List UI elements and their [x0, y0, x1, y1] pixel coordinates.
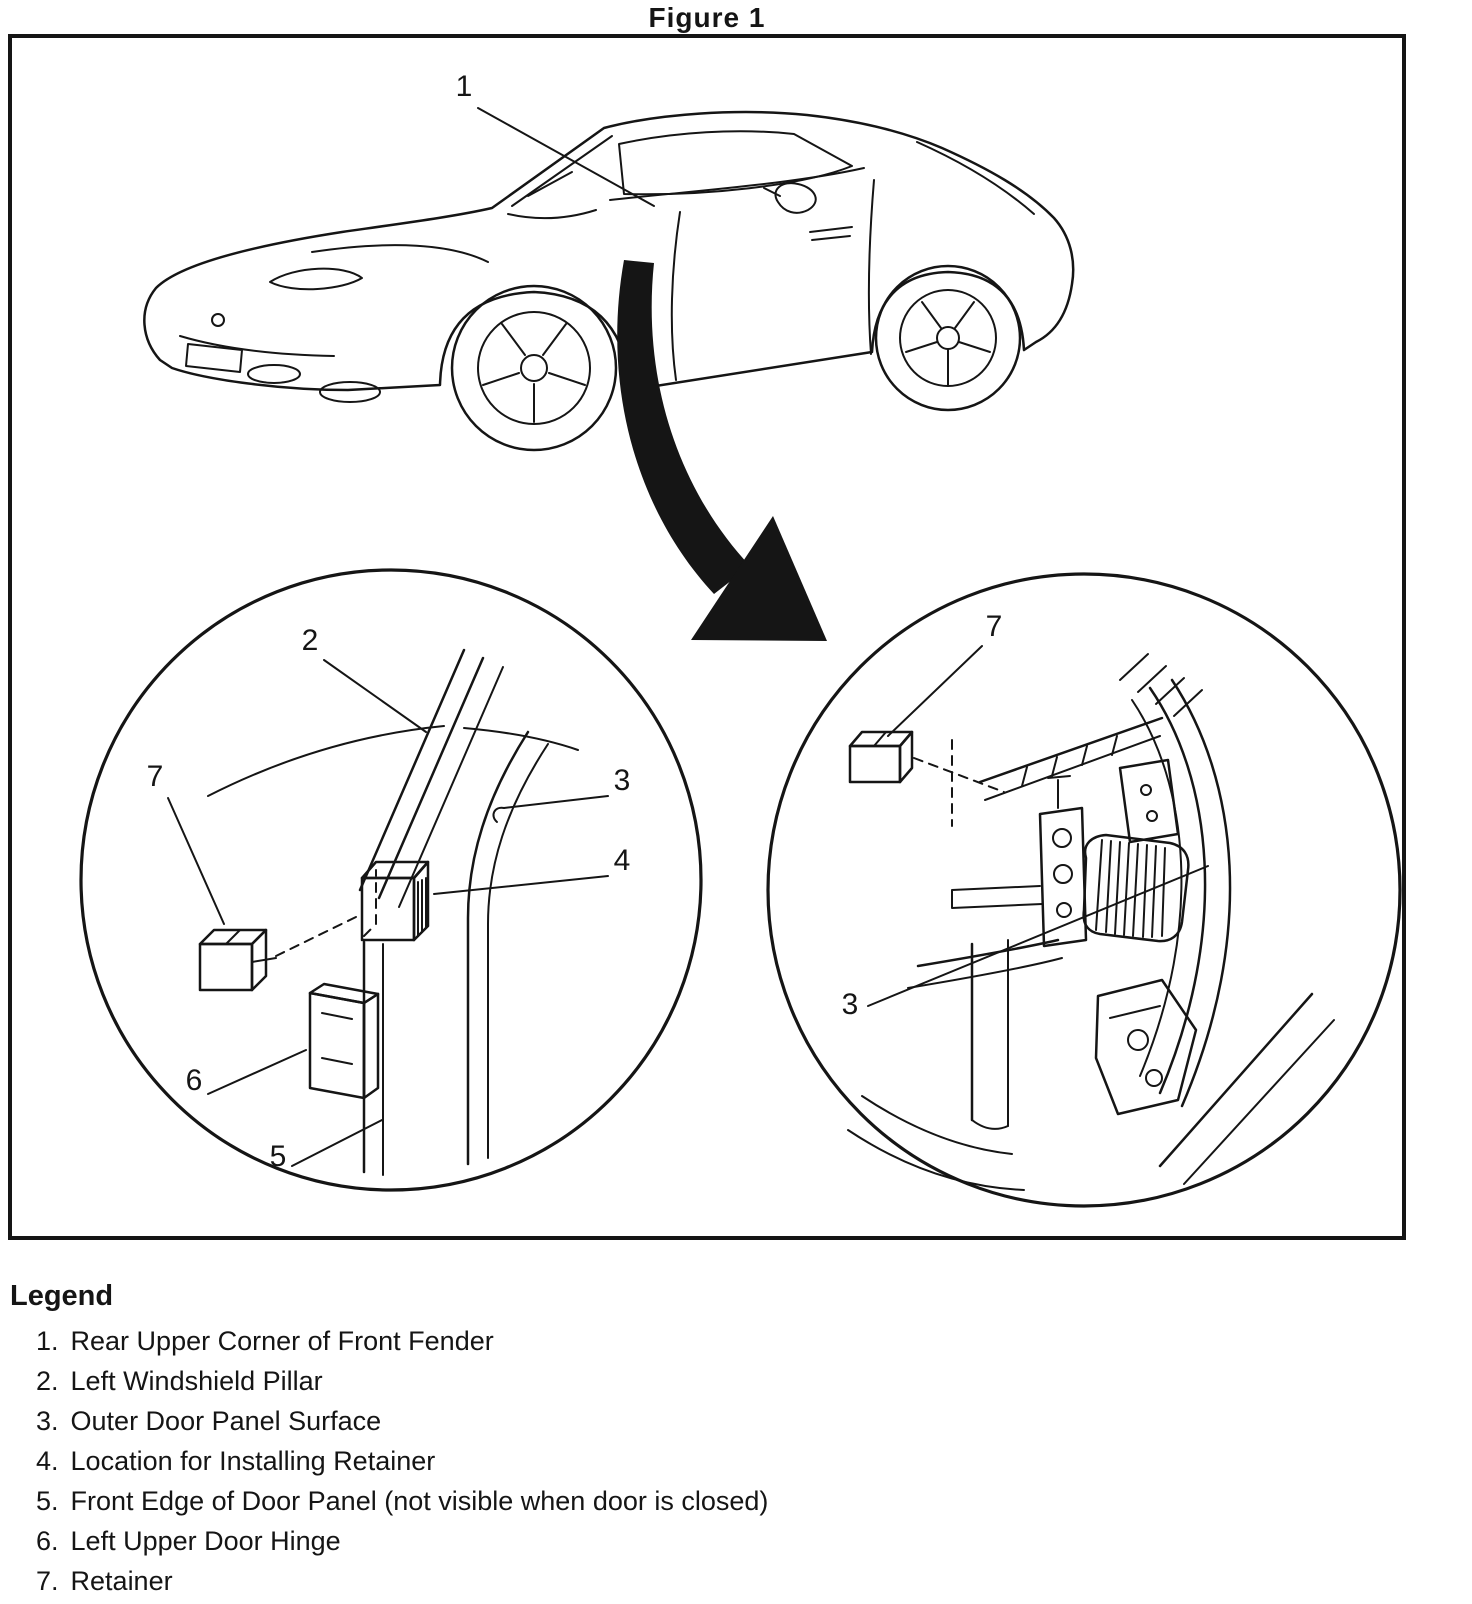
legend-item-label: Left Windshield Pillar [70, 1366, 323, 1396]
mirror [775, 183, 815, 213]
callout-3-left-hook [493, 808, 504, 822]
headlight-crease [270, 269, 362, 290]
corrugated-boot [1084, 835, 1189, 941]
callout-5-label: 5 [269, 1140, 287, 1173]
front-wheel [452, 286, 616, 450]
windshield-pillar-lines [360, 650, 503, 907]
callout-windshield-pillar [302, 624, 426, 732]
upper-plate [1120, 760, 1178, 842]
car-body-outline [144, 112, 1073, 390]
retainer-install-box [362, 862, 428, 940]
callout-2-leader [324, 660, 426, 732]
door-handle [810, 227, 852, 240]
diagram-svg [12, 38, 1402, 1236]
legend [10, 1280, 1460, 1601]
clip-to-box-dash [276, 916, 358, 956]
callout-6-leader [208, 1050, 306, 1094]
legend-item-number: 7. [36, 1566, 59, 1596]
retainer-clip-left [200, 930, 276, 990]
side-window [619, 131, 852, 194]
callout-3-left-leader [504, 796, 608, 808]
hinge-bracket [1040, 776, 1086, 946]
legend-item-label: Left Upper Door Hinge [70, 1526, 341, 1556]
fender-curve-2 [464, 728, 578, 750]
door-hinge-left [310, 984, 378, 1098]
legend-item [10, 1481, 1460, 1521]
hood-line [312, 245, 488, 262]
license-plate [186, 344, 242, 372]
callout-retainer-left [147, 760, 224, 924]
legend-item-label: Retainer [70, 1566, 173, 1596]
callout-door-hinge [186, 1050, 306, 1097]
legend-item-label: Outer Door Panel Surface [70, 1406, 382, 1436]
shelf-lines [952, 886, 1042, 908]
detail-circle-left [81, 570, 701, 1190]
figure-title: Figure 1 [648, 2, 766, 33]
callout-outer-door-right [842, 866, 1208, 1021]
door-edge-curves [1132, 680, 1230, 1106]
fog-lamp-left [248, 365, 300, 383]
legend-item-number: 1. [36, 1326, 59, 1356]
door-front-edge-lines [364, 942, 383, 1175]
left-circle-outline [81, 570, 701, 1190]
callout-4-label: 4 [613, 844, 631, 877]
legend-heading: Legend [10, 1280, 114, 1312]
wiper [528, 172, 572, 196]
legend-item-number: 5. [36, 1486, 59, 1516]
door-seam-front [672, 212, 680, 380]
beltline [610, 168, 864, 200]
legend-item-label: Rear Upper Corner of Front Fender [70, 1326, 494, 1356]
fender-curve [208, 726, 444, 796]
lower-left-curves [848, 1096, 1024, 1190]
sill-lines [972, 940, 1008, 1129]
door-seam-rear [869, 180, 874, 354]
callout-7-right-label: 7 [985, 610, 1003, 643]
legend-item [10, 1401, 1460, 1441]
legend-item [10, 1321, 1460, 1361]
legend-item-number: 3. [36, 1406, 59, 1436]
fog-lamp-right [320, 382, 380, 402]
rear-wheel [876, 266, 1020, 410]
door-opening-edge [468, 732, 548, 1164]
callout-3-right-label: 3 [841, 988, 859, 1021]
detail-circle-right [768, 574, 1400, 1206]
legend-item-label: Location for Installing Retainer [70, 1446, 436, 1476]
clip-dash-line [914, 758, 1004, 792]
zoom-arrow-shaft [617, 260, 750, 594]
legend-item-number: 2. [36, 1366, 59, 1396]
callout-7-left-label: 7 [146, 760, 164, 793]
callout-6-label: 6 [185, 1064, 203, 1097]
door-frame-top [980, 718, 1162, 800]
legend-item-number: 4. [36, 1446, 59, 1476]
legend-item [10, 1521, 1460, 1561]
zoom-arrow [617, 260, 827, 641]
figure-box [8, 34, 1406, 1240]
cowl-line [508, 210, 596, 218]
car-drawing [144, 112, 1073, 450]
callout-5-leader [292, 1120, 382, 1166]
callout-1-label: 1 [455, 70, 473, 103]
callout-7-left-leader [168, 798, 224, 924]
retainer-clip-right [850, 732, 912, 782]
callout-fender-corner [456, 70, 654, 206]
callout-outer-door-left [493, 764, 630, 822]
legend-item-label: Front Edge of Door Panel (not visible when door is closed) [70, 1486, 769, 1516]
legend-item-number: 6. [36, 1526, 59, 1556]
callout-install-location [434, 844, 630, 894]
legend-item [10, 1361, 1460, 1401]
legend-item [10, 1561, 1460, 1601]
lower-hinge [1096, 980, 1196, 1114]
callout-7-right-leader [888, 646, 982, 736]
windshield-line [512, 136, 612, 206]
rear-deck-line [917, 142, 1034, 214]
callout-2-label: 2 [301, 624, 319, 657]
hood-emblem [212, 314, 224, 326]
legend-item [10, 1441, 1460, 1481]
callout-4-leader [434, 876, 608, 894]
callout-3-left-label: 3 [613, 764, 631, 797]
